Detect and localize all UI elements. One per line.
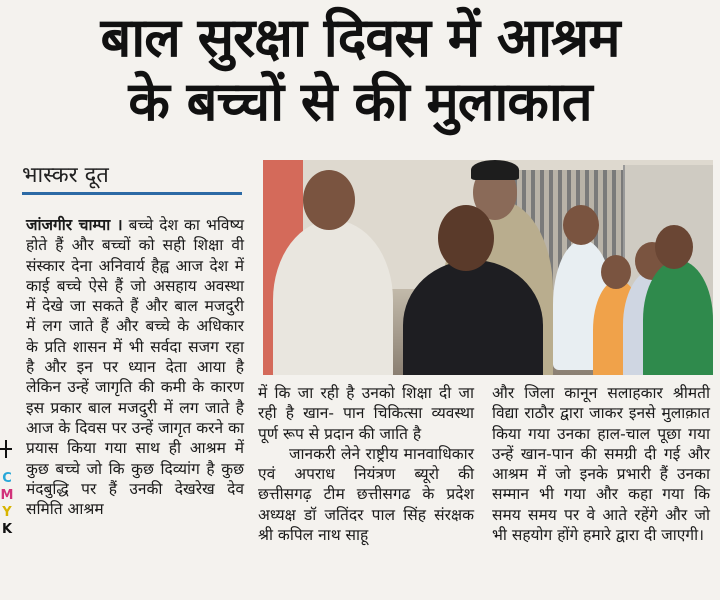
- photo-person-woman-right: [643, 260, 713, 375]
- photo-person-man-left: [273, 220, 393, 375]
- news-photo: [263, 160, 713, 375]
- article-column-1: [26, 215, 244, 519]
- headline-line-1: बाल सुरक्षा दिवस में आश्रम: [100, 6, 620, 69]
- photo-head: [655, 225, 693, 269]
- headline-line-2: के बच्चों से की मुलाकात: [128, 70, 592, 133]
- reg-cyan: C: [2, 471, 12, 486]
- photo-turban: [471, 160, 519, 180]
- byline-rule: [22, 192, 242, 195]
- byline: भास्कर दूत: [22, 163, 109, 188]
- color-registration-strip: [0, 470, 14, 538]
- article-text-2b: जानकरी लेने राष्ट्रीय मानवाधिकार एवं अपराध नियंत्रण ब्यूरो की छत्तीसगढ़ टीम छत्तीसगढ के प्रदेश अध्यक्ष डॉ जतिंदर पाल सिंह संरक्षक श्री कपिल नाथ साहू: [258, 444, 474, 545]
- article-text-3: और जिला कानून सलाहकार श्रीमती विद्या राठौर द्वारा जाकर इनसे मुलाक़ात किया गया उनका हाल-चाल पूछा गया उन्हें खान-पान की समग्री दी गई और आश्रम में जो इनके प्रभारी हैं उनका सम्मान भी गया और कहा गया कि समय समय पर वे आते रहेंगे और जो भी सहयोग होंगे हमारे द्वारा दी जाएगी।: [492, 384, 710, 545]
- photo-head: [601, 255, 631, 289]
- reg-yellow: Y: [2, 505, 12, 520]
- article-column-2: [258, 383, 474, 545]
- photo-head: [563, 205, 599, 245]
- photo-head: [438, 205, 494, 271]
- article-text-2a: में कि जा रही है उनको शिक्षा दी जा रही है खान- पान चिकित्सा व्यवस्था पूर्ण रूप से प्रदान की जाति है: [258, 384, 474, 443]
- reg-magenta: M: [0, 488, 14, 503]
- article-column-3: [492, 383, 710, 545]
- dateline: जांजगीर चाम्पा ।: [26, 216, 123, 234]
- registration-mark-bar: [0, 448, 12, 450]
- reg-black: K: [1, 522, 13, 537]
- article-text-1: बच्चे देश का भविष्य होते हैं और बच्चों को सही शिक्षा वी संस्कार देना अनिवार्य हैह्व आज देश में काई बच्चे ऐसे हैं जो असहाय अवस्था में देखे जा सकते हैं और बाल मजदुरी में लग जाते हैं और बच्चे के अधिकार के प्रति शासन में भी सर्वदा सजग रहा है और इन पर ध्यान देता आया है लेकिन उन्हें जागृति की कमी के कारण इस प्रकार बाल मजदुरी में लग जाते है आज के दिवस पर उन्हें जागृत करने का प्रयास किया गया साथ ही आश्रम में कुछ बच्चे जो कि कुछ दिव्यांग है कुछ मंदबुद्धि पर हैं उनकी देखरेख देव समिति आश्रम: [26, 216, 245, 519]
- headline: [0, 6, 720, 134]
- photo-head: [303, 170, 355, 230]
